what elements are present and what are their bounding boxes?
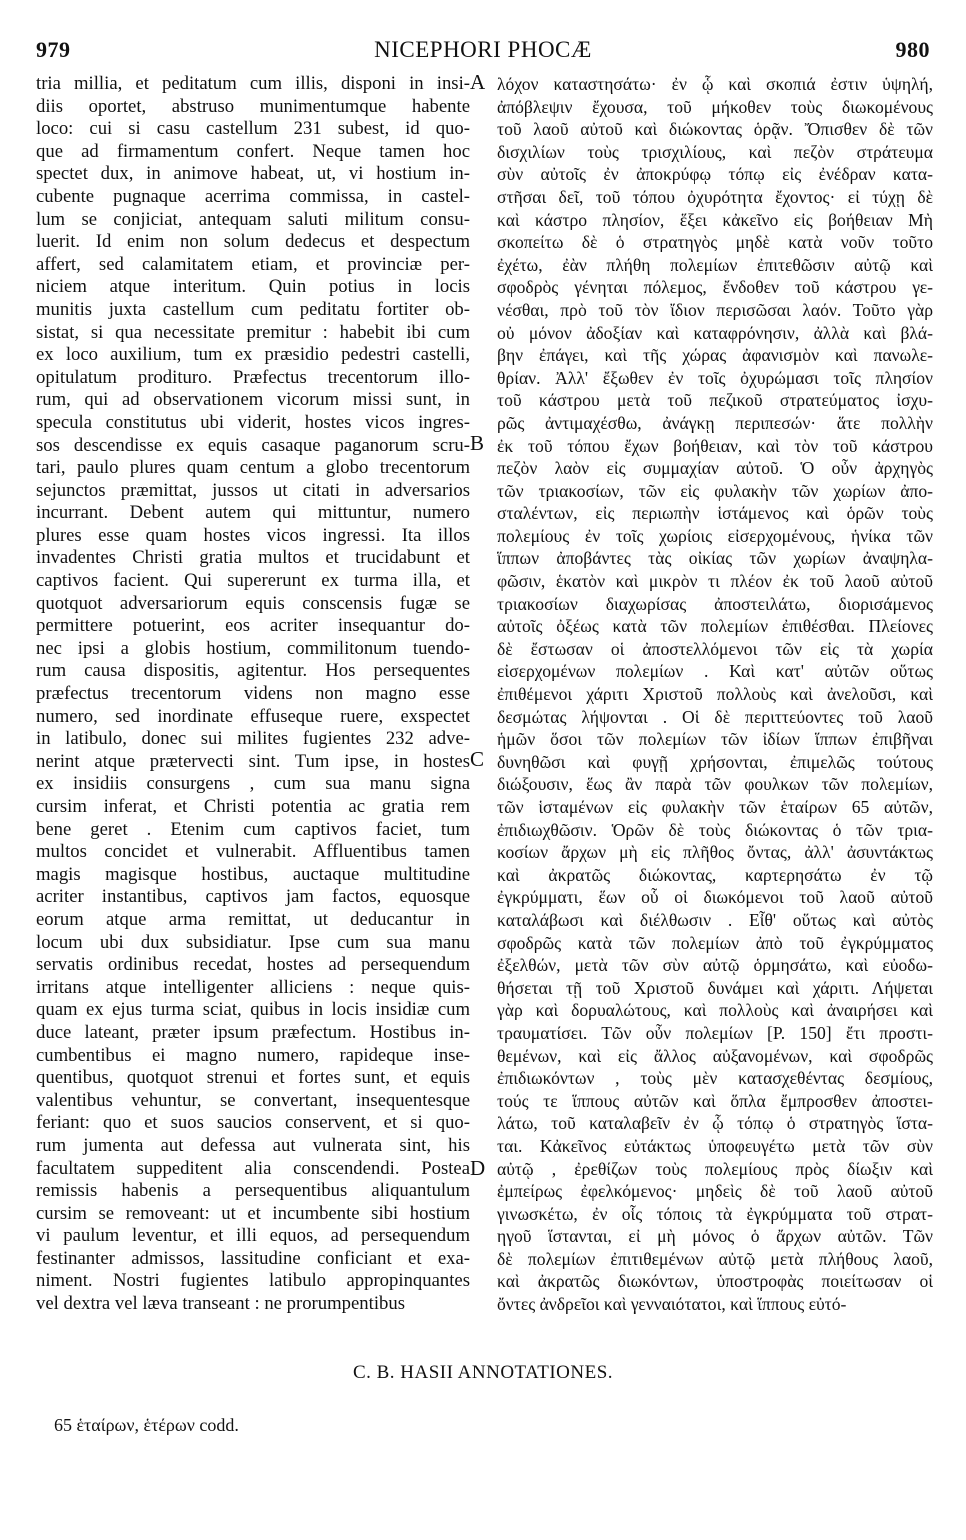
margin-marker-d: D bbox=[470, 1156, 486, 1180]
latin-text-line: valentibus vehuntur, se convertant, insequentesque bbox=[36, 1089, 470, 1111]
greek-text-line: τοῦ λαοῦ αὐτοῦ καὶ διώκοντας ὁρᾷν. Ὄπισθεν δὲ τῶν bbox=[497, 119, 933, 140]
latin-text-line: que ad firmamentum confert. Neque tamen hoc bbox=[36, 140, 470, 162]
latin-text-line: nerint atque prætervecti sint. Tum ipse, in hostes bbox=[36, 750, 470, 772]
greek-text-line: ται. Κἀκεῖνος εὐτάκτως ὑποφευγέτω μετὰ τῶν σὺν bbox=[497, 1135, 933, 1156]
greek-text-line: σὺν αὐτοῖς ἐν ἀποκρύφῳ τόπῳ εἰς ἐνέδραν κατα- bbox=[497, 164, 933, 185]
latin-text-line: luerit. Id enim non solum dedecus et despectum bbox=[36, 231, 470, 253]
latin-text-line: duce lateant, præter ipsum præfectum. Hostibus in- bbox=[36, 1021, 470, 1043]
latin-text-line: lum se conjiciat, antequam saluti militum consu- bbox=[36, 208, 470, 230]
margin-marker-b: B bbox=[470, 431, 485, 455]
latin-text-line: rum jumenta aut defessa aut vulnerata sint, his bbox=[36, 1134, 470, 1156]
greek-text-line: τριακοσίων διαχωρίσας ἀποστειλάτω, διορισάμενος bbox=[497, 593, 933, 614]
greek-text-line: αὐτῷ , ἐρεθίζων τοὺς πολεμίους πρὸς δίωξιν καὶ bbox=[497, 1158, 933, 1179]
greek-text-line: ηγοῦ ἵστανται, εἰ μὴ μόνος ὁ ἄρχων αὐτῶν. Τῶν bbox=[497, 1226, 933, 1247]
greek-text-line: ἐπιθέμενοι χάριτι Χριστοῦ πολλοὺς καὶ ἀνελοῦσι, καὶ bbox=[497, 684, 933, 705]
latin-text-line: opitulatum prodituro. Præfectus trecentorum illo- bbox=[36, 366, 470, 388]
greek-text-line: καὶ ἀκρατῶς διωκόντων, ὑποστροφὰς ποιείτωσαν οἱ bbox=[497, 1271, 933, 1292]
latin-text-line: ex insidiis consurgens , cum sua manu signa bbox=[36, 773, 470, 795]
latin-text-line: feriant: quo et suos saucios conservent, et si quo- bbox=[36, 1112, 470, 1134]
latin-text-line: in latibulo, donec sui milites fugientes 232 adve- bbox=[36, 728, 470, 750]
latin-text-line: permittere potuerint, eos acriter insequantur do- bbox=[36, 615, 470, 637]
latin-text-line: niciem atque interitum. Quin potius in locis bbox=[36, 276, 470, 298]
latin-column bbox=[36, 73, 470, 1316]
latin-text-line: munitis juxta castellum cum peditatu fortiter ob- bbox=[36, 298, 470, 320]
greek-text-line: ἐμπείρως ἐφελκόμενος· μηδεὶς δὲ τοῦ λαοῦ αὐτοῦ bbox=[497, 1181, 933, 1202]
greek-text-line: ἐπιδιωκόντων , τοὺς μὲν κατασχεθέντας δεσμίους, bbox=[497, 1068, 933, 1089]
latin-text-line: invadentes Christi gratia multos et trucidabunt et bbox=[36, 547, 470, 569]
latin-text-line: remissis habenis a persequentibus aliquantulum bbox=[36, 1180, 470, 1202]
margin-marker-a: A bbox=[470, 70, 486, 94]
latin-text-line: sos descendisse ex equis casaque paganorum scru- bbox=[36, 434, 470, 456]
page-number-left: 979 bbox=[36, 37, 71, 62]
greek-text-line: αὐτοῖς ὀξέως κατὰ τῶν πολεμίων ἐπιθέσθαι. Πλείονες bbox=[497, 616, 933, 637]
latin-text-line: cursim inferat, et Christi potentia ac gratia rem bbox=[36, 796, 470, 817]
greek-text-line: δεσμώτας λήψονται . Οἱ δὲ περιττεύοντες τοῦ λαοῦ bbox=[497, 706, 933, 727]
greek-text-line: τραυματίσει. Τῶν οὖν πολεμίων [P. 150] ἔτι προστι- bbox=[497, 1022, 933, 1043]
latin-text-line: captivos facient. Qui supererunt ex turma illa, et bbox=[36, 570, 470, 592]
greek-text-line: ἐγκρύμματι, ἕων οὗ οἱ διωκόμενοι τοῦ λαοῦ αὐτοῦ bbox=[497, 887, 933, 908]
latin-text-line: sistat, si qua necessitate premitur : habebit ibi cum bbox=[36, 321, 470, 343]
greek-text-line: ἐξελθών, μετὰ τῶν σὺν αὐτῷ ὁρμησάτω, καὶ εὐοδω- bbox=[497, 955, 933, 976]
latin-text-line: quentibus, quotquot strenui et fortes sunt, et equis bbox=[36, 1067, 470, 1089]
latin-text-line: servatis ordinibus recedat, hostes ad persequendum bbox=[36, 954, 470, 976]
greek-text-line: τοῦ κάστρου μετὰ τοῦ πεζικοῦ στρατεύματος ἰσχυ- bbox=[497, 390, 933, 411]
greek-text-line: λόχον καταστησάτω· ἐν ᾧ καὶ σκοπιά ἐστιν ὑψηλή, bbox=[497, 74, 933, 94]
latin-text-line: eorum atque arma remittat, ut deducantur in bbox=[36, 908, 470, 930]
greek-text-line: καταλάβωσι καὶ διέλθωσιν . Εἶθ' οὕτως καὶ αὐτὸς bbox=[497, 909, 933, 930]
latin-text-line: irritans atque intelligenter alliciens : neque quis- bbox=[36, 976, 470, 998]
latin-text-line: spectet dux, in animove habeat, ut, vi hostium in- bbox=[36, 163, 470, 185]
annotations-title: C. B. HASII ANNOTATIONES. bbox=[352, 1362, 614, 1383]
latin-text-line: niment. Nostri fugientes latibulo appropinquantes bbox=[36, 1270, 470, 1292]
latin-text-line: facultatem suppeditent alia conscendendi. Postea bbox=[36, 1157, 470, 1179]
latin-text-line: tria millia, et peditatum cum illis, disponi in insi- bbox=[36, 73, 470, 94]
greek-text-line: δυνηθῶσι καὶ φυγῇ χρήσονται, ἐπιμελῶς τούτους bbox=[497, 751, 933, 772]
greek-text-line: δὲ πολεμίων ἐπιτιθεμένων αὐτῷ μετὰ πλήθους λαοῦ, bbox=[497, 1248, 933, 1269]
greek-text-line: γινωσκέτω, ἐν οἷς τόποις τὰ ἐγκρύμματα τοῦ στρατ- bbox=[497, 1203, 933, 1224]
greek-text-line: πολεμίους ἐν τοῖς χωρίοις εἰσερχομένους, ἡνίκα τῶν bbox=[497, 525, 933, 546]
page-header bbox=[0, 37, 966, 67]
latin-text-line: numero, sed inordinate effuseque ruere, exspectet bbox=[36, 705, 470, 727]
greek-text-line: ἐπιδιωχθῶσιν. Ὁρῶν δὲ τοὺς διώκοντας ὁ τῶν τρια- bbox=[497, 819, 933, 840]
running-title: NICEPHORI PHOCÆ bbox=[374, 37, 592, 62]
greek-text-line: δισχιλίων τοὺς τρισχιλίους, καὶ πεζὸν στράτευμα bbox=[497, 141, 933, 162]
latin-text-line: quam ex ejus turma sciat, quibus in locis insidiæ cum bbox=[36, 999, 470, 1021]
greek-column bbox=[497, 73, 933, 1316]
latin-text-line: incurrant. Debent autem qui mittuntur, numero bbox=[36, 502, 470, 524]
greek-text-line: διώξουσιν, ἕως ἂν παρὰ τῶν φουλκων τῶν πολεμίων, bbox=[497, 774, 933, 795]
greek-text-line: τῶν τριακοσίων, τῶν εἰς φυλακὴν τῶν χωρίων ἀπο- bbox=[497, 480, 933, 501]
footnote: 65 ἑταίρων, ἑτέρων codd. bbox=[54, 1415, 239, 1435]
latin-text-line: cursim se removeant: ut et incumbente sibi hostium bbox=[36, 1202, 470, 1224]
latin-text-line: bene geret . Etenim cum captivos faciet, tum bbox=[36, 818, 470, 840]
greek-text-line: θρίαν. Ἀλλ' ἔξωθεν ἐν τοῖς ὀχυρώμασι τοῖς πλησίον bbox=[497, 367, 933, 388]
greek-text-line: ρῶς ἀντιμαχέσθω, ἀνάγκῃ περιπεσών· ἅτε πολλὴν bbox=[497, 412, 933, 433]
greek-text-line: ἐχέτω, ἐὰν πλήθη πολεμίων ἐπιτεθῶσιν αὐτῷ καὶ bbox=[497, 254, 933, 275]
latin-text-line: locum ubi dux subsidiatur. Ipse cum sua manu bbox=[36, 931, 470, 953]
latin-text-line: tari, paulo plures quam centum a globo trecentorum bbox=[36, 457, 470, 479]
latin-text-line: sejunctos præmittat, jussos ut citati in adversarios bbox=[36, 479, 470, 501]
greek-text-line: καὶ κάστρο πλησίον, ἕξει κἀκεῖνο εἰς βοήθειαν Μὴ bbox=[497, 209, 933, 230]
greek-text-line: ὄντες ἀνδρεῖοι καὶ γενναιότατοι, καὶ ἵππους εὐτό- bbox=[497, 1294, 847, 1315]
greek-text-line: σταλέντων, εἰς περιωπὴν ἱστάμενος καὶ ὁρῶν τοὺς bbox=[497, 503, 933, 524]
greek-text-line: τούς τε ἵππους αὐτῶν καὶ ὅπλα ἔμπροσθεν ἀποστει- bbox=[497, 1090, 933, 1111]
greek-text-line: σφοδρὸς γένηται πόλεμος, ἔνδοθεν τοῦ κάστρου γε- bbox=[497, 277, 933, 298]
latin-text-line: ex loco auxilium, tum ex præsidio pedestri castelli, bbox=[36, 344, 470, 366]
greek-text-line: νέσθαι, πρὸ τοῦ τὸν ἴδιον περισῶσαι λαόν. Τοῦτο γὰρ bbox=[497, 299, 933, 320]
latin-text-line: specula constitutus ubi viderit, hostes vicos ingres- bbox=[36, 411, 470, 433]
latin-text-line: acriter instantibus, captivos jam factos, equosque bbox=[36, 886, 470, 908]
greek-text-line: καὶ ἀκρατῶς διώκοντας, καρτερησάτω ἐν τῷ bbox=[497, 864, 933, 885]
latin-text-line: multos concidet et vulnerabit. Affluentibus tamen bbox=[36, 841, 470, 863]
greek-text-line: πεζὸν λαὸν εἰς συμμαχίαν αὐτοῦ. Ὁ οὖν ἀρχηγὸς bbox=[497, 458, 933, 479]
greek-text-line: θήσεται τῇ τοῦ Χριστοῦ δυνάμει καὶ χάριτι. Λήψεται bbox=[497, 977, 933, 998]
greek-text-line: βην ἐπάγει, καὶ τῆς χώρας ἀφανισμὸν καὶ πανωλε- bbox=[497, 345, 933, 366]
greek-text-line: λάτω, τοῦ καταλαβεῖν ἐν ᾧ τόπῳ ὁ στρατηγὸς ἵστα- bbox=[497, 1113, 933, 1134]
latin-text-line: quotquot adversariorum equis conscensis fugæ se bbox=[36, 592, 470, 614]
greek-text-line: ἀπόβλεψιν ἔχουσα, τοῦ μήκοθεν τοὺς διωκομένους bbox=[497, 96, 933, 117]
latin-text-line: festinanter admissos, lassitudine conficiant et exa- bbox=[36, 1247, 470, 1269]
latin-text-line: diis oportet, abstruso munimentumque habente bbox=[36, 95, 470, 117]
greek-text-line: θεμένων, καὶ εἰς ἄλλος αὐξανομένων, καὶ σφοδρῶς bbox=[497, 1045, 933, 1066]
latin-text-line: rum, qui ad observationem vicorum missi sunt, in bbox=[36, 389, 470, 411]
greek-text-line: οὐ μόνον ἀδοξίαν καὶ καταφρόνησιν, ἀλλὰ καὶ βλά- bbox=[497, 322, 933, 343]
latin-text-line: loco: cui si casu castellum 231 subest, id quo- bbox=[36, 118, 470, 140]
latin-text-line: vi paulum leventur, et illi equos, ad persequendum bbox=[36, 1225, 470, 1247]
page-number-right: 980 bbox=[895, 37, 930, 62]
greek-text-line: στῆσαι δεῖ, τοῦ τόπου ὀχυρότητα ἔχοντος· εἰ τύχῃ δὲ bbox=[497, 186, 933, 207]
greek-text-line: δὲ ἔστωσαν οἱ ἀποστελλόμενοι τῶν εἰς τὰ χωρία bbox=[497, 638, 933, 659]
latin-text-line: cumbentibus ei magno numero, rapideque inse- bbox=[36, 1044, 470, 1066]
greek-text-line: φῶσιν, ἑκατὸν καὶ μικρὸν τι πλέον ἐκ τοῦ λαοῦ αὐτοῦ bbox=[497, 571, 933, 592]
latin-text-line: cubente pugnaque acerrima commissa, in castel- bbox=[36, 185, 470, 207]
greek-text-line: ἵππων ἀποβάντες τὰς οἰκίας τῶν χωρίων ἀναψηλα- bbox=[497, 548, 933, 569]
latin-text-line: nec ipsi a globis hostium, commilitonum tuendo- bbox=[36, 637, 470, 659]
greek-text-line: τῶν ἱσταμένων εἰς φυλακὴν τῶν ἑταίρων 65 αὐτῶν, bbox=[497, 797, 933, 817]
greek-text-line: σκοπείτω δὲ ὁ στρατηγὸς μηδὲ κατὰ νοῦν τοῦτο bbox=[497, 232, 933, 253]
greek-text-line: ἡμῶν ὅσοι τῶν πολεμίων τῶν ἰδίων ἵππων ἐπιβῆναι bbox=[497, 729, 933, 750]
greek-text-line: γὰρ καὶ δορυαλώτους, καὶ πολλοὺς καὶ ἀναιρήσει καὶ bbox=[497, 1000, 933, 1021]
latin-text-line: affert, sed calamitatem etiam, et provinciæ per- bbox=[36, 253, 470, 275]
greek-text-line: κοσίων ἄρχων μὴ εἰς πλῆθος ὄντας, ἀλλ' ἀσυντάκτως bbox=[497, 842, 933, 863]
greek-text-line: ἐκ τοῦ τόπου ἔχων βοήθειαν, καὶ τὸν τοῦ κάστρου bbox=[497, 435, 933, 456]
greek-text-line: εἰσερχομένων πολεμίων . Καὶ κατ' αὐτῶν οὕτως bbox=[497, 661, 933, 682]
latin-text-line: magis magisque hostibus, auctaque multitudine bbox=[36, 863, 470, 885]
greek-text-line: σφοδρῶς κατὰ τῶν πολεμίων ἀπὸ τοῦ ἐγκρύμματος bbox=[497, 932, 933, 953]
latin-text-line: plures esse quam hostes vicos ingressi. Ita illos bbox=[36, 524, 470, 546]
latin-text-line: rum causa dispositis, agitentur. Hos persequentes bbox=[36, 660, 470, 682]
latin-text-line: vel dextra vel læva transeant : ne prorumpentibus bbox=[36, 1293, 405, 1315]
margin-marker-c: C bbox=[470, 747, 485, 771]
latin-text-line: præfectus trecentorum videns non magno esse bbox=[36, 683, 470, 705]
